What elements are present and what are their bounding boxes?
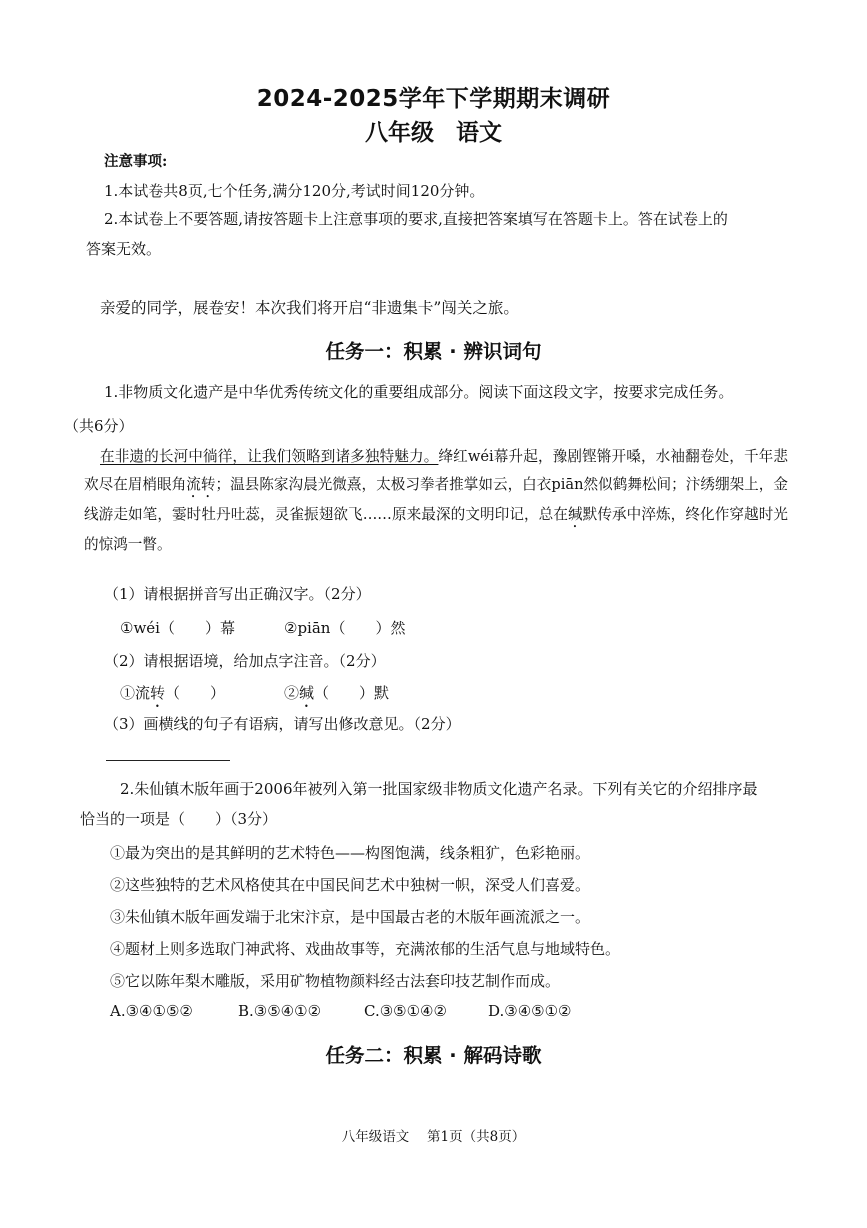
exam-subtitle bbox=[0, 114, 867, 147]
q2-stem-line2: 恰当的一项是（ ）（3分） bbox=[80, 810, 278, 828]
q2-sentence-2: ②这些独特的艺术风格使其在中国民间艺术中独树一帜，深受人们喜爱。 bbox=[110, 876, 591, 894]
q1-sub1-a: ①wéi（ ）幕 bbox=[120, 619, 235, 637]
q2-sentence-3: ③朱仙镇木版年画发端于北宋汴京，是中国最古老的木版年画流派之一。 bbox=[110, 908, 591, 926]
q2-option-c: C.③⑤①④② bbox=[364, 1002, 447, 1020]
q2-option-a: A.③④①⑤② bbox=[110, 1002, 193, 1020]
answer-line bbox=[106, 760, 230, 761]
notice-item-2-line1: 2.本试卷上不要答题,请按答题卡上注意事项的要求,直接把答案填写在答题卡上。答在试卷上的 bbox=[104, 210, 728, 228]
q2-option-d: D.③④⑤①② bbox=[488, 1002, 572, 1020]
passage-text-1: 绛红wéi幕升起，豫剧铿锵开嗓，水袖翻卷处，千年悲欢尽在眉梢眼角 bbox=[84, 448, 788, 493]
q1-sub2-a bbox=[120, 682, 225, 711]
q1-stem-line1: 1.非物质文化遗产是中华优秀传统文化的重要组成部分。阅读下面这段文字，按要求完成任务。 bbox=[104, 383, 734, 401]
q2-sentence-5: ⑤它以陈年梨木雕版，采用矿物植物颜料经古法套印技艺制作而成。 bbox=[110, 972, 561, 990]
intro-text: 亲爱的同学，展卷安！本次我们将开启“非遗集卡”闯关之旅。 bbox=[100, 299, 519, 317]
passage-text-3: 默传承中淬炼，终化作穿越时光的惊鸿一瞥。 bbox=[84, 505, 788, 553]
q1-sub2: （2）请根据语境，给加点字注音。（2分） bbox=[104, 652, 386, 670]
q1-stem-line2: （共6分） bbox=[64, 417, 134, 435]
task1-heading: 任务一：积累 · 辨识词句 bbox=[325, 340, 542, 363]
page-footer: 八年级语文 第1页（共8页） bbox=[341, 1129, 526, 1145]
q1-sub1-b: ②piān（ ）然 bbox=[284, 619, 406, 637]
q2-sentence-4: ④题材上则多选取门神武将、戏曲故事等，充满浓郁的生活气息与地域特色。 bbox=[110, 940, 621, 958]
subject-label: 语文 bbox=[456, 120, 502, 146]
notice-heading: 注意事项: bbox=[104, 153, 168, 170]
sub2-b-blank: （ ）默 bbox=[314, 684, 390, 702]
notice-item-2-line2: 答案无效。 bbox=[86, 240, 162, 258]
sub2-a-blank: （ ） bbox=[165, 684, 226, 702]
sub2-a-dotted-char: 转 bbox=[150, 684, 166, 702]
notice-item-1: 1.本试卷共8页,七个任务,满分120分,考试时间120分钟。 bbox=[104, 182, 485, 200]
q2-stem-line1: 2.朱仙镇木版年画于2006年被列入第一批国家级非物质文化遗产名录。下列有关它的介绍排序最 bbox=[120, 780, 758, 798]
grade-label: 八年级 bbox=[365, 120, 434, 146]
q1-passage bbox=[84, 443, 788, 558]
passage-underlined-sentence: 在非遗的长河中徜徉，让我们领略到诸多独特魅力。 bbox=[100, 448, 439, 465]
q1-sub3: （3）画横线的句子有语病，请写出修改意见。（2分） bbox=[104, 715, 461, 733]
exam-title: 2024-2025学年下学期期末调研 bbox=[256, 86, 611, 112]
passage-dotted-word-1: 流转 bbox=[186, 475, 216, 493]
sub2-b-dotted-char: 缄 bbox=[299, 684, 315, 702]
q2-sentence-1: ①最为突出的是其鲜明的艺术特色——构图饱满，线条粗犷，色彩艳丽。 bbox=[110, 844, 591, 862]
q2-option-b: B.③⑤④①② bbox=[238, 1002, 322, 1020]
q1-sub2-b bbox=[284, 682, 389, 711]
sub2-b-prefix: ② bbox=[284, 684, 300, 702]
q1-sub1: （1）请根据拼音写出正确汉字。（2分） bbox=[104, 585, 371, 603]
sub2-a-prefix: ①流 bbox=[120, 684, 151, 702]
passage-text-2: ；温县陈家沟晨光微熹，太极习拳者推掌如云，白衣piān然似鹤舞松间；汴绣绷架上，金线游走如笔，霎时牡丹吐蕊，灵雀振翅欲飞……原来最深的文明印记，总在 bbox=[84, 475, 788, 523]
passage-dotted-word-2: 缄 bbox=[568, 505, 583, 523]
task2-heading: 任务二：积累 · 解码诗歌 bbox=[325, 1044, 542, 1067]
